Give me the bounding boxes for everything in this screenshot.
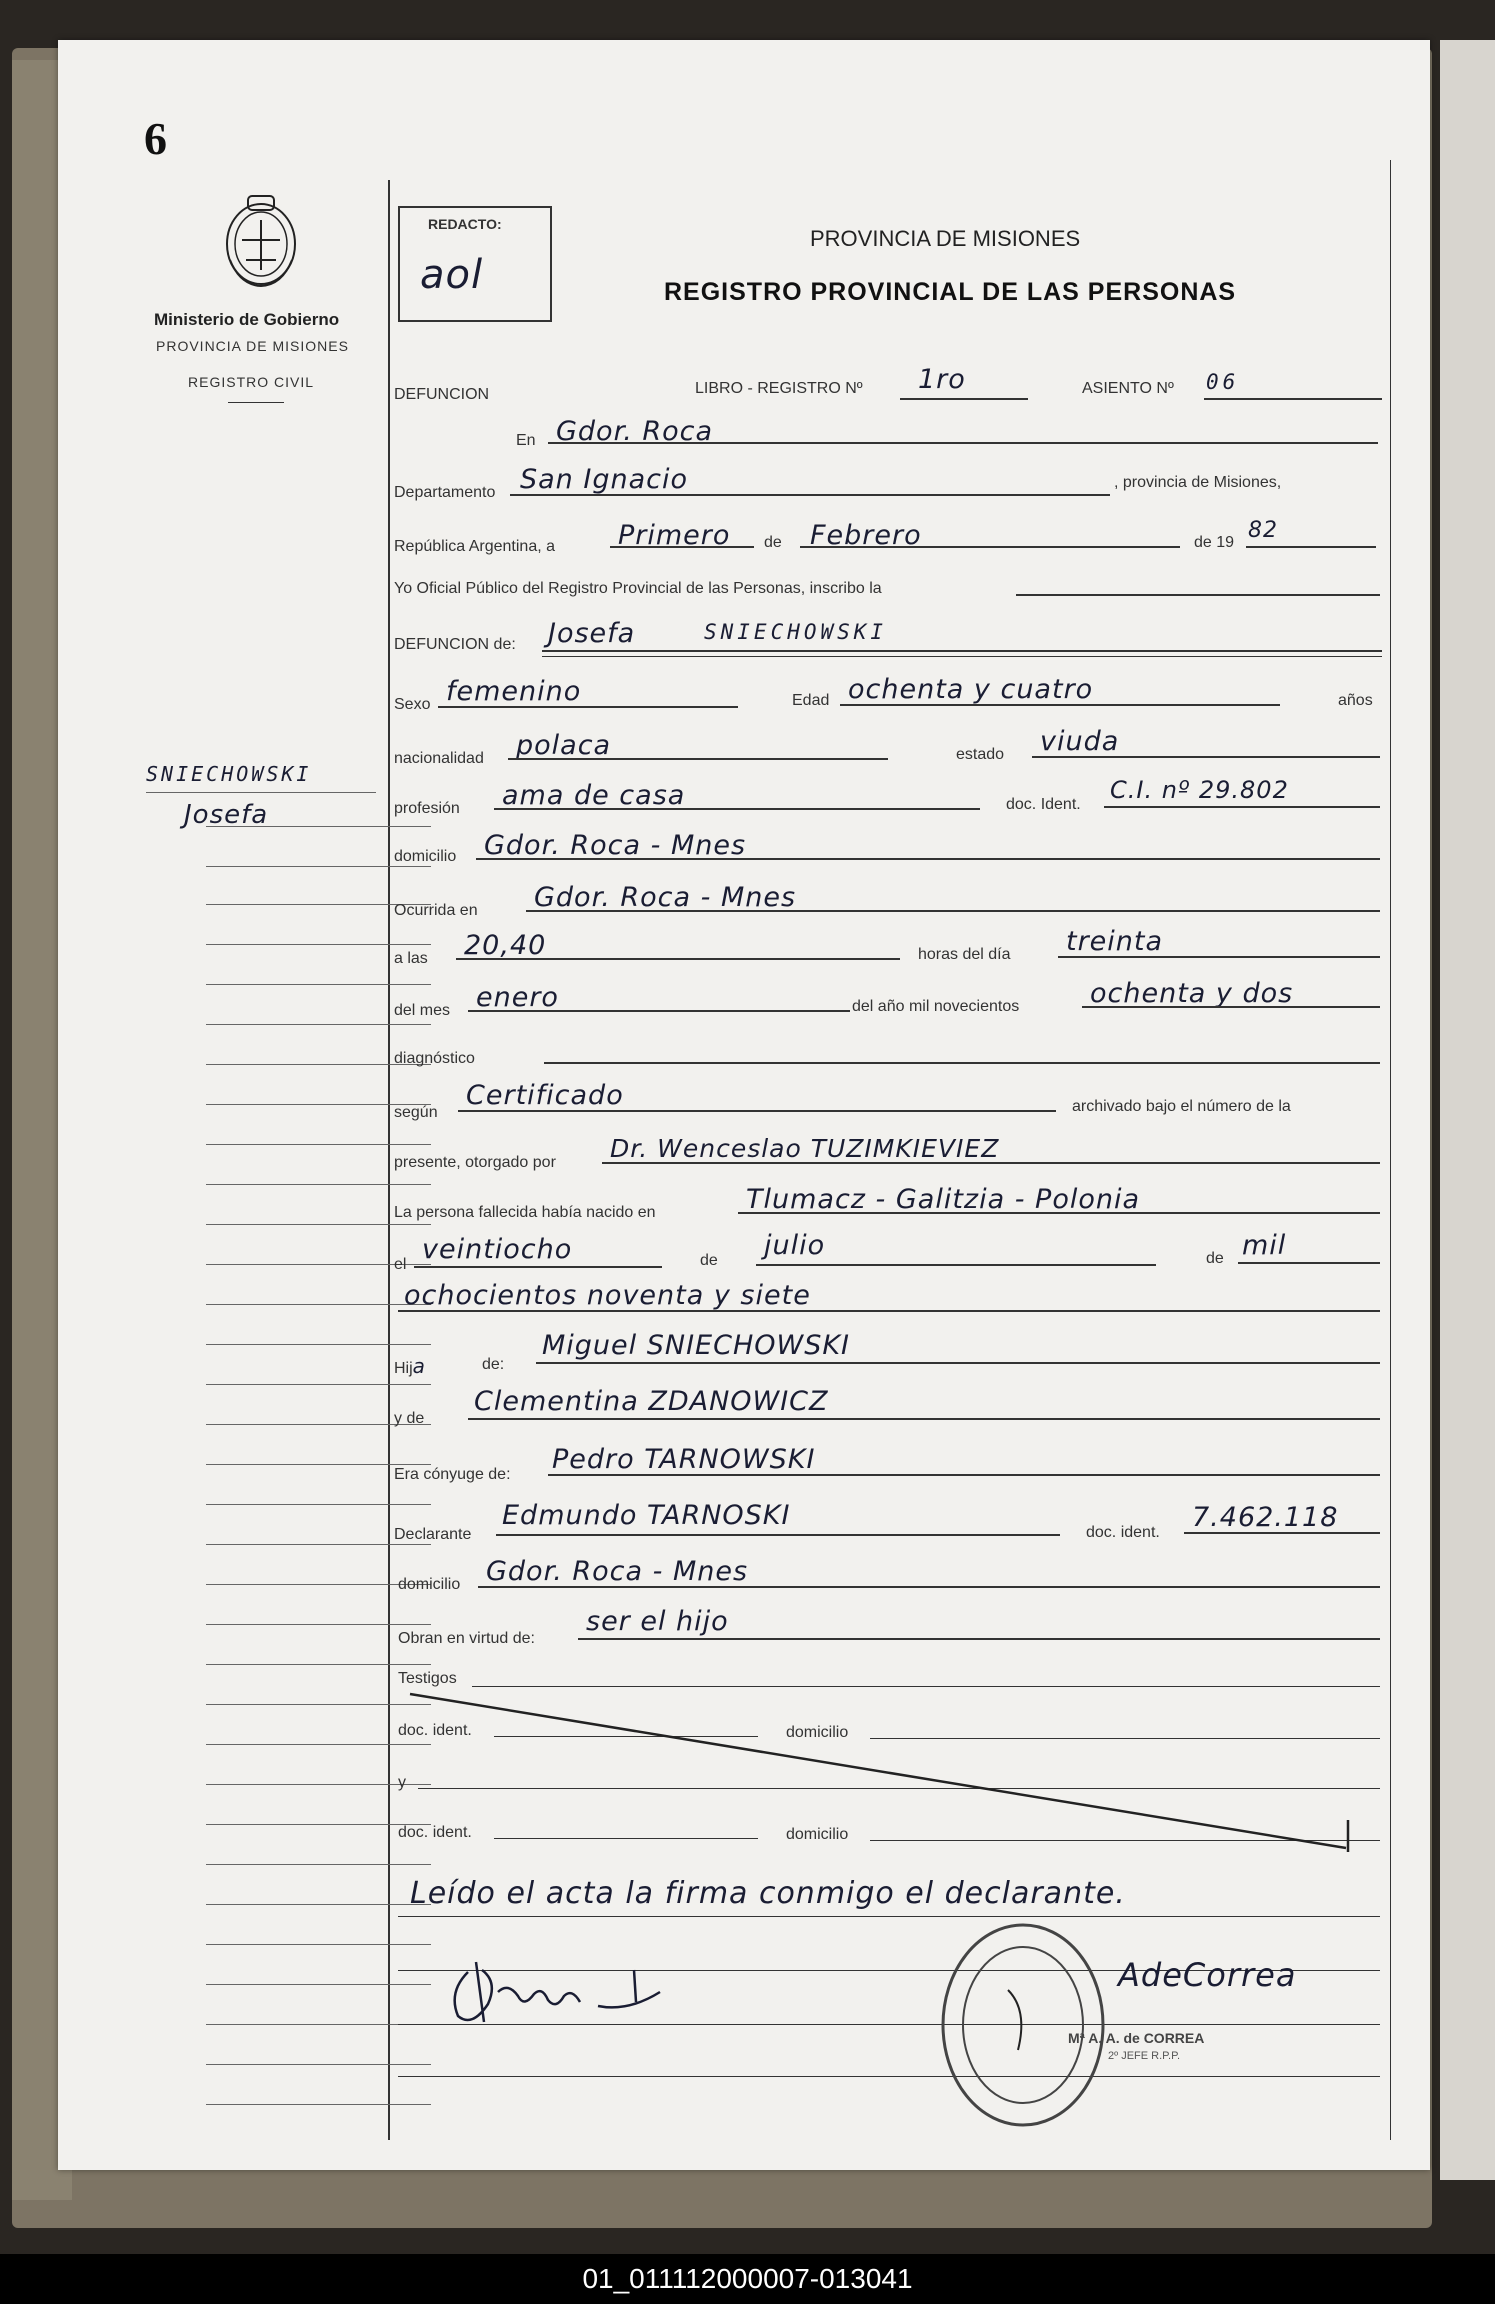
field-underline [840, 704, 1280, 706]
field-underline [1184, 1532, 1380, 1534]
nacimiento-mil-value: mil [1242, 1230, 1287, 1261]
margin-line [206, 1384, 431, 1385]
conyuge-label: Era cónyuge de: [394, 1466, 511, 1483]
segun-label: según [394, 1104, 438, 1121]
field-underline [756, 1264, 1156, 1266]
margin-line [206, 1984, 431, 1985]
hija-label [394, 1354, 426, 1378]
field-underline [508, 758, 888, 760]
doc-ident-label: doc. Ident. [1006, 796, 1081, 813]
hija-prefix: Hij [394, 1360, 413, 1377]
asiento-value: 06 [1206, 370, 1240, 394]
certificate-page [58, 40, 1430, 2170]
diagnostico-label: diagnóstico [394, 1050, 475, 1067]
domicilio-label: domicilio [394, 848, 457, 865]
anio-label: de 19 [1194, 534, 1235, 551]
coat-of-arms-icon [220, 190, 302, 290]
margin-surname: SNIECHOWSKI [146, 762, 312, 786]
adjacent-page [1440, 40, 1495, 2180]
ocurrida-label: Ocurrida en [394, 902, 478, 919]
declarante-doc-label: doc. ident. [1086, 1524, 1160, 1541]
margin-line [206, 984, 431, 985]
testigo2-dom-label: domicilio [786, 1826, 849, 1843]
obran-value: ser el hijo [586, 1606, 729, 1637]
field-underline [544, 1062, 1380, 1064]
a-las-value: 20,40 [464, 930, 547, 961]
defuncion-de-label: DEFUNCION de: [394, 636, 516, 653]
nacido-label: La persona fallecida había nacido en [394, 1204, 656, 1221]
field-underline [1104, 806, 1380, 808]
y-de-label: y de [394, 1410, 425, 1427]
y-label: y [398, 1774, 406, 1791]
header-province: PROVINCIA DE MISIONES [810, 226, 1081, 251]
field-underline [1238, 1262, 1380, 1264]
field-underline [496, 1534, 1060, 1536]
domicilio-value: Gdor. Roca - Mnes [484, 830, 747, 861]
registro-civil-label: REGISTRO CIVIL [188, 374, 315, 390]
field-underline [536, 1362, 1380, 1364]
void-strike-line [398, 1680, 1378, 1880]
field-underline [548, 442, 1378, 444]
field-underline [468, 1010, 850, 1012]
declarante-domicilio-value: Gdor. Roca - Mnes [486, 1556, 749, 1587]
asiento-label: ASIENTO Nº [1082, 380, 1174, 397]
departamento-label: Departamento [394, 484, 496, 501]
nacido-value: Tlumacz - Galitzia - Polonia [746, 1184, 1141, 1215]
oficial-text: Yo Oficial Público del Registro Provincial de las Personas, inscribo la [394, 580, 882, 597]
testigo2-doc-label: doc. ident. [398, 1824, 472, 1841]
libro-label: LIBRO - REGISTRO Nº [695, 380, 863, 397]
archivado-label: archivado bajo el número de la [1072, 1098, 1291, 1115]
field-underline [476, 858, 1380, 860]
margin-line [206, 1624, 431, 1625]
margin-line [206, 1504, 431, 1505]
ministry-label: Ministerio de Gobierno [154, 310, 340, 329]
field-underline [1032, 756, 1380, 758]
edad-label: Edad [792, 692, 830, 709]
declarant-signature [438, 1952, 668, 2032]
estado-value: viuda [1040, 726, 1120, 757]
margin-line [206, 1184, 431, 1185]
hija-de-label: de: [482, 1356, 505, 1373]
redacto-box [398, 206, 552, 322]
field-underline [526, 910, 1380, 912]
margin-line [206, 1304, 431, 1305]
margin-line [206, 1544, 431, 1545]
a-las-label: a las [394, 950, 428, 967]
field-underline [494, 808, 980, 810]
presente-value: Dr. Wenceslao TUZIMKIEVIEZ [610, 1134, 1000, 1163]
field-underline [542, 650, 1382, 652]
de-label-2: de [700, 1252, 718, 1269]
testigos-label: Testigos [398, 1670, 457, 1687]
edad-value: ochenta y cuatro [848, 674, 1094, 705]
madre-value: Clementina ZDANOWICZ [474, 1386, 829, 1417]
field-underline [602, 1162, 1380, 1164]
nacimiento-anio-value: ochocientos noventa y siete [404, 1280, 811, 1311]
margin-line [206, 1224, 431, 1225]
anos-label: años [1338, 692, 1373, 709]
margin-line [206, 1144, 431, 1145]
declarante-value: Edmundo TARNOSKI [502, 1500, 791, 1531]
deceased-surname: SNIECHOWSKI [704, 620, 888, 644]
field-underline [510, 494, 1110, 496]
anio-value: 82 [1248, 518, 1278, 543]
republica-label: República Argentina, a [394, 538, 555, 555]
margin-given-name: Josefa [184, 800, 269, 830]
margin-line [206, 1464, 431, 1465]
declarante-label: Declarante [394, 1526, 472, 1543]
nacionalidad-value: polaca [516, 730, 612, 761]
record-type-label: DEFUNCION [394, 386, 490, 403]
margin-line [206, 944, 431, 945]
de-label-3: de [1206, 1250, 1224, 1267]
field-underline [398, 2076, 1380, 2077]
margin-line [206, 866, 431, 867]
sidebar-province-label: PROVINCIA DE MISIONES [156, 338, 349, 354]
margin-line [206, 2104, 431, 2105]
field-underline [542, 656, 1382, 657]
field-underline [438, 706, 738, 708]
field-underline [458, 1110, 1056, 1112]
horas-value: treinta [1066, 926, 1164, 957]
field-underline [468, 1418, 1380, 1420]
margin-line [206, 826, 431, 827]
del-mes-label: del mes [394, 1002, 451, 1019]
ano-mil-label: del año mil novecientos [852, 998, 1020, 1015]
closing-statement: Leído el acta la firma conmigo el declarante. [410, 1876, 1126, 1911]
dia-value: Primero [618, 520, 731, 551]
sexo-label: Sexo [394, 696, 431, 713]
margin-line [206, 1024, 431, 1025]
official-name: Mª A. A. de CORREA [1068, 2030, 1205, 2046]
margin-line [146, 792, 376, 793]
field-underline [398, 1916, 1380, 1917]
page-number: 6 [144, 113, 167, 164]
estado-label: estado [956, 746, 1005, 763]
departamento-value: San Ignacio [520, 464, 689, 495]
field-underline [738, 1212, 1380, 1214]
del-mes-value: enero [476, 982, 559, 1013]
hija-suffix: a [412, 1354, 426, 1378]
margin-line [206, 1944, 431, 1945]
profesion-value: ama de casa [502, 780, 686, 811]
official-signature: AdeCorrea [1118, 1956, 1297, 1994]
field-underline [578, 1638, 1380, 1640]
conyuge-value: Pedro TARNOWSKI [552, 1444, 816, 1475]
redacto-label: REDACTO: [428, 216, 502, 232]
field-underline [1204, 398, 1382, 400]
nacionalidad-label: nacionalidad [394, 750, 484, 767]
ano-mil-value: ochenta y dos [1090, 978, 1294, 1009]
testigo1-doc-label: doc. ident. [398, 1722, 472, 1739]
el-label: el [394, 1256, 407, 1273]
en-value: Gdor. Roca [556, 416, 714, 447]
nacimiento-mes-value: julio [764, 1230, 826, 1261]
margin-line [206, 1664, 431, 1665]
provincia-label: , provincia de Misiones, [1114, 474, 1282, 491]
presente-label: presente, otorgado por [394, 1154, 556, 1171]
mes-value: Febrero [810, 520, 922, 551]
en-label: En [516, 432, 536, 449]
field-underline [900, 398, 1028, 400]
ocurrida-value: Gdor. Roca - Mnes [534, 882, 797, 913]
de-label: de [764, 534, 782, 551]
field-underline [1082, 1006, 1380, 1008]
margin-line [206, 2064, 431, 2065]
obran-label: Obran en virtud de: [398, 1630, 535, 1647]
horas-label: horas del día [918, 946, 1011, 963]
field-underline [398, 1310, 1380, 1312]
deceased-given-name: Josefa [548, 618, 636, 649]
field-underline [610, 546, 754, 548]
segun-value: Certificado [466, 1080, 624, 1111]
field-underline [1016, 594, 1380, 596]
vertical-rule-right [1390, 160, 1391, 2140]
field-underline [414, 1266, 662, 1268]
testigo1-dom-label: domicilio [786, 1724, 849, 1741]
field-underline [548, 1474, 1380, 1476]
declarante-doc-value: 7.462.118 [1192, 1502, 1339, 1533]
sexo-value: femenino [446, 676, 582, 707]
field-underline [478, 1586, 1380, 1588]
doc-ident-value: C.I. nº 29.802 [1110, 776, 1289, 804]
margin-line [206, 1344, 431, 1345]
el-value: veintiocho [422, 1234, 573, 1265]
padre-value: Miguel SNIECHOWSKI [542, 1330, 851, 1361]
image-caption: 01_011112000007-013041 [0, 2254, 1495, 2304]
redacto-initials: aol [420, 252, 484, 298]
vertical-rule-left [388, 180, 390, 2140]
libro-value: 1ro [918, 364, 966, 395]
field-underline [1058, 956, 1380, 958]
field-underline [1246, 546, 1376, 548]
margin-line [206, 1904, 431, 1905]
declarante-domicilio-label: domicilio [398, 1576, 461, 1593]
field-underline [456, 958, 900, 960]
official-stamp [938, 1920, 1108, 2130]
field-underline [800, 546, 1180, 548]
sidebar-divider [228, 402, 284, 403]
profesion-label: profesión [394, 800, 460, 817]
header-registry: REGISTRO PROVINCIAL DE LAS PERSONAS [664, 278, 1237, 306]
official-title: 2º JEFE R.P.P. [1108, 2050, 1181, 2062]
